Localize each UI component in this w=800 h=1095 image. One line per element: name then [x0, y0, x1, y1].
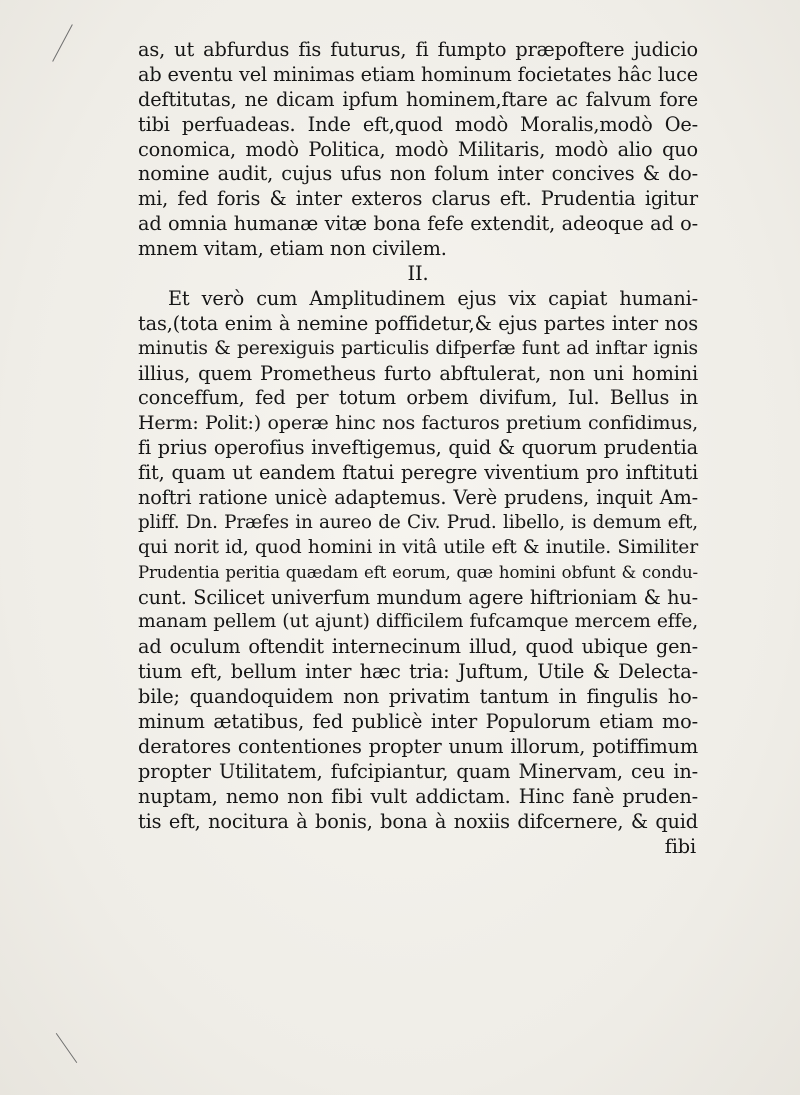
- text-line: tis eft, nocitura à bonis, bona à noxiis difcernere, & quid: [138, 809, 698, 833]
- text-line: manam pellem (ut ajunt) difficilem fufcamque mercem effe,: [138, 611, 698, 633]
- text-line: Herm: Polit:) operæ hinc nos facturos pretium confidimus,: [138, 412, 698, 435]
- section-number: II.: [407, 262, 429, 286]
- text-line: cunt. Scilicet univerfum mundum agere hiftrioniam & hu-: [138, 585, 698, 609]
- text-line: Et verò cum Amplitudinem ejus vix capiat humani-: [168, 286, 698, 310]
- text-line: Prudentia peritia quædam eft eorum, quæ homini obfunt & condu-: [138, 562, 698, 582]
- text-line: conomica, modò Politica, modò Militaris, modò alio quo: [138, 137, 698, 161]
- body-text: [138, 38, 698, 859]
- text-line: ab eventu vel minimas etiam hominum focietates hâc luce: [138, 62, 698, 86]
- text-line: nomine audit, cujus ufus non folum inter concives & do-: [138, 162, 698, 186]
- text-line: nuptam, nemo non fibi vult addictam. Hinc fanè pruden-: [138, 784, 698, 808]
- text-line: illius, quem Prometheus furto abftulerat, non uni homini: [138, 361, 698, 385]
- text-line: deratores contentiones propter unum illorum, potiffimum: [138, 734, 698, 758]
- text-line: tibi perfuadeas. Inde eft,quod modò Moralis,modò Oe-: [138, 112, 698, 136]
- text-line: mi, fed foris & inter exteros clarus eft. Prudentia igitur: [138, 187, 698, 211]
- text-line: pliff. Dn. Præfes in aureo de Civ. Prud. libello, is demum eft,: [138, 511, 698, 533]
- text-line: qui norit id, quod homini in vitâ utile eft & inutile. Similiter: [138, 536, 698, 558]
- text-line: fit, quam ut eandem ftatui peregre viventium pro inftituti: [138, 461, 698, 485]
- text-line: tas,(tota enim à nemine poffidetur,& ejus partes inter nos: [138, 311, 698, 335]
- text-line: propter Utilitatem, fufcipiantur, quam Minervam, ceu in-: [138, 759, 698, 783]
- text-line: as, ut abfurdus fis futurus, fi fumpto præpoftere judicio: [138, 38, 698, 61]
- text-line: fi prius operofius inveftigemus, quid & quorum prudentia: [138, 436, 698, 460]
- page-edge-mark: [56, 1033, 77, 1063]
- page-edge-mark: [52, 24, 73, 62]
- text-line: bile; quandoquidem non privatim tantum in fingulis ho-: [138, 685, 698, 709]
- text-line: deftitutas, ne dicam ipfum hominem,ftare ac falvum fore: [138, 87, 698, 111]
- text-line: ad oculum oftendit internecinum illud, quod ubique gen-: [138, 635, 698, 659]
- catchword: fibi: [664, 834, 696, 858]
- text-line: minum ætatibus, fed publicè inter Populorum etiam mo-: [138, 710, 698, 734]
- text-line: conceffum, fed per totum orbem divifum, Iul. Bellus in: [138, 386, 698, 410]
- text-line: ad omnia humanæ vitæ bona fefe extendit, adeoque ad o-: [138, 212, 698, 236]
- text-line: tium eft, bellum inter hæc tria: Juftum, Utile & Delecta-: [138, 660, 698, 684]
- text-line: minutis & perexiguis particulis difperfæ funt ad inftar ignis: [138, 337, 698, 359]
- text-line: noftri ratione unicè adaptemus. Verè prudens, inquit Am-: [138, 486, 698, 510]
- text-line: mnem vitam, etiam non civilem.: [138, 237, 447, 261]
